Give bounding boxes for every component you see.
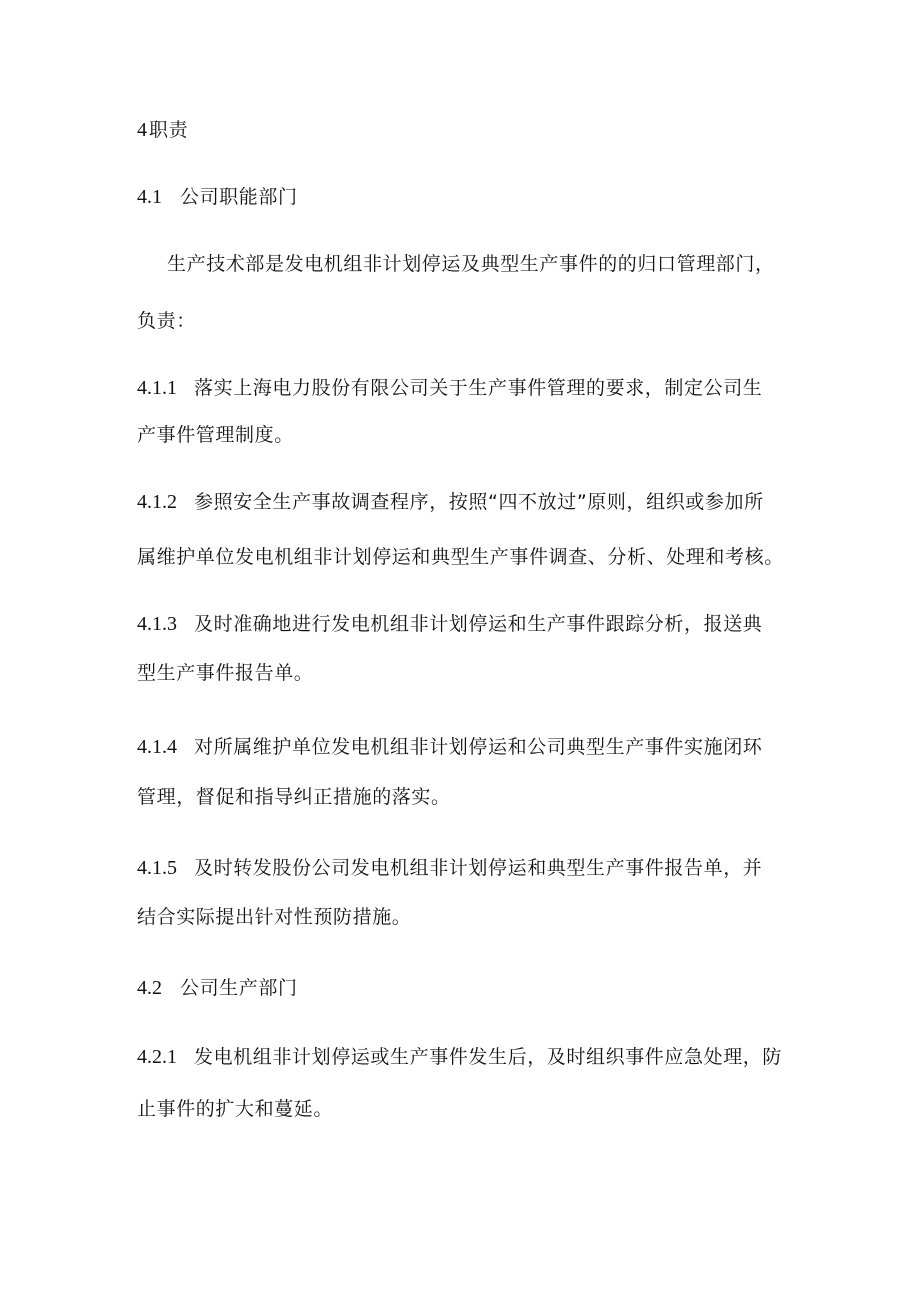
item-4-2-1-line-1	[137, 1045, 782, 1069]
item-4-1-3-line-1	[137, 612, 762, 636]
item-4-1-5-line-1	[137, 856, 762, 880]
item-4-1-4-line-2: 管理，督促和指导纠正措施的落实。	[137, 786, 451, 808]
item-number: 4.1.2	[137, 491, 177, 513]
section-4-2-heading	[137, 976, 298, 1000]
item-4-1-5-line-2: 结合实际提出针对性预防措施。	[137, 906, 412, 928]
item-text: 及时准确地进行发电机组非计划停运和生产事件跟踪分析，报送典	[194, 613, 763, 635]
item-4-1-3-line-2: 型生产事件报告单。	[137, 662, 314, 684]
section-4-1-heading	[137, 185, 298, 209]
item-text: 对所属维护单位发电机组非计划停运和公司典型生产事件实施闭环	[194, 736, 763, 758]
chapter-title: 职责	[149, 119, 189, 141]
section-number: 4.2	[137, 977, 162, 999]
section-intro-line-1: 生产技术部是发电机组非计划停运及典型生产事件的的归口管理部门，	[167, 253, 775, 275]
section-intro-line-2: 负责：	[137, 310, 196, 332]
item-4-1-1-line-2: 产事件管理制度。	[137, 424, 294, 446]
item-text: 发电机组非计划停运或生产事件发生后，及时组织事件应急处理，防	[194, 1046, 783, 1068]
item-4-1-2-line-1	[137, 490, 764, 514]
item-text: 落实上海电力股份有限公司关于生产事件管理的要求，制定公司生	[194, 377, 763, 399]
item-number: 4.2.1	[137, 1046, 177, 1068]
section-number: 4.1	[137, 186, 162, 208]
chapter-number: 4	[137, 119, 147, 141]
item-4-1-1-line-1	[137, 376, 762, 400]
item-4-2-1-line-2: 止事件的扩大和蔓延。	[137, 1098, 334, 1120]
item-number: 4.1.1	[137, 377, 177, 399]
item-number: 4.1.4	[137, 736, 177, 758]
section-title: 公司职能部门	[180, 186, 298, 208]
item-number: 4.1.3	[137, 613, 177, 635]
section-title: 公司生产部门	[180, 977, 298, 999]
chapter-heading	[137, 118, 188, 142]
item-text: 及时转发股份公司发电机组非计划停运和典型生产事件报告单，并	[194, 857, 763, 879]
item-4-1-2-line-2: 属维护单位发电机组非计划停运和典型生产事件调查、分析、处理和考核。	[137, 546, 784, 568]
item-number: 4.1.5	[137, 857, 177, 879]
item-4-1-4-line-1	[137, 735, 762, 759]
item-text: 参照安全生产事故调查程序，按照“四不放过”原则，组织或参加所	[194, 491, 764, 513]
